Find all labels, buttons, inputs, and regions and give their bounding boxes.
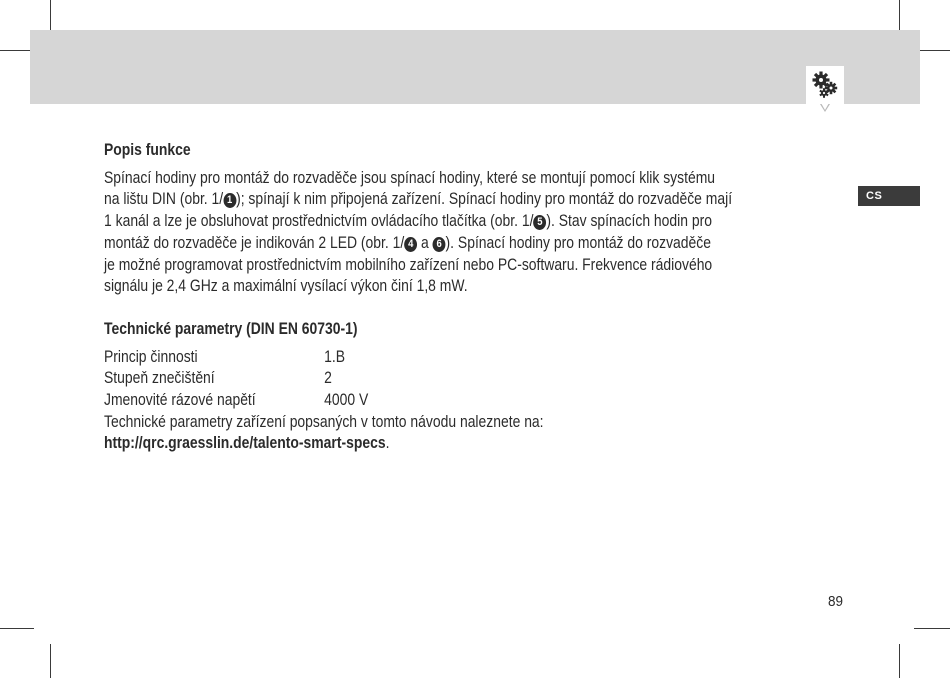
line-text: montáž do rozvaděče je indikován 2 LED (obr. 1/: [104, 233, 405, 252]
language-tab: CS: [858, 186, 920, 206]
line-text: ). Stav spínacích hodin pro: [546, 212, 712, 231]
spec-row: [104, 368, 844, 390]
crop-mark: [914, 628, 950, 629]
technical-parameters: [104, 347, 844, 456]
main-content: [104, 140, 844, 455]
line-text: 1 kanál a lze je obsluhovat prostřednictvím ovládacího tlačítka (obr. 1/: [104, 212, 534, 231]
description-line: signálu je 2,4 GHz a maximální vysílací výkon činí 1,8 mW.: [104, 277, 468, 296]
description-line: [104, 233, 844, 255]
header-band: [30, 30, 920, 104]
description-line: je možné programovat prostřednictvím mobilního zařízení nebo PC-softwaru. Frekvence rádiového: [104, 255, 713, 274]
figure-ref-badge: 5: [533, 215, 546, 230]
spec-row: [104, 347, 844, 369]
spec-url-line: [104, 433, 844, 455]
spec-label: Princip činnosti: [104, 347, 198, 366]
spec-label: Stupeň znečištění: [104, 369, 215, 388]
figure-ref-badge: 6: [433, 237, 446, 252]
figure-ref-badge: 4: [404, 237, 417, 252]
page-number: 89: [828, 593, 844, 610]
spec-value: 2: [324, 369, 332, 388]
spec-url-link[interactable]: http://qrc.graesslin.de/talento-smart-specs: [104, 434, 386, 453]
line-text: ); spínají k nim připojená zařízení. Spínací hodiny pro montáž do rozvaděče mají: [236, 190, 733, 209]
spec-value: 4000 V: [324, 391, 369, 410]
url-suffix: .: [385, 434, 390, 453]
crop-mark: [899, 644, 900, 678]
crop-mark: [0, 628, 34, 629]
line-text: na lištu DIN (obr. 1/: [104, 190, 224, 209]
crop-mark: [899, 0, 900, 34]
spec-note: Technické parametry zařízení popsaných v tomto návodu naleznete na:: [104, 412, 544, 431]
icon-pointer-inner: [821, 103, 829, 110]
description-line: [104, 211, 844, 233]
line-text: a: [417, 233, 433, 252]
description-line: Spínací hodiny pro montáž do rozvaděče jsou spínací hodiny, které se montují pomocí klik systému: [104, 168, 716, 187]
spec-value: 1.B: [324, 347, 346, 366]
crop-mark: [50, 644, 51, 678]
section-heading-technical: Technické parametry (DIN EN 60730-1): [104, 319, 358, 338]
gears-icon: [806, 66, 844, 104]
description-line: [104, 189, 844, 211]
spec-row: [104, 390, 844, 412]
spec-label: Jmenovité rázové napětí: [104, 391, 256, 410]
line-text: ). Spínací hodiny pro montáž do rozvaděče: [445, 233, 711, 252]
crop-mark: [50, 0, 51, 34]
function-description: [104, 168, 844, 298]
section-heading-function: Popis funkce: [104, 141, 191, 159]
crop-mark: [0, 50, 34, 51]
figure-ref-badge: 1: [223, 193, 236, 208]
